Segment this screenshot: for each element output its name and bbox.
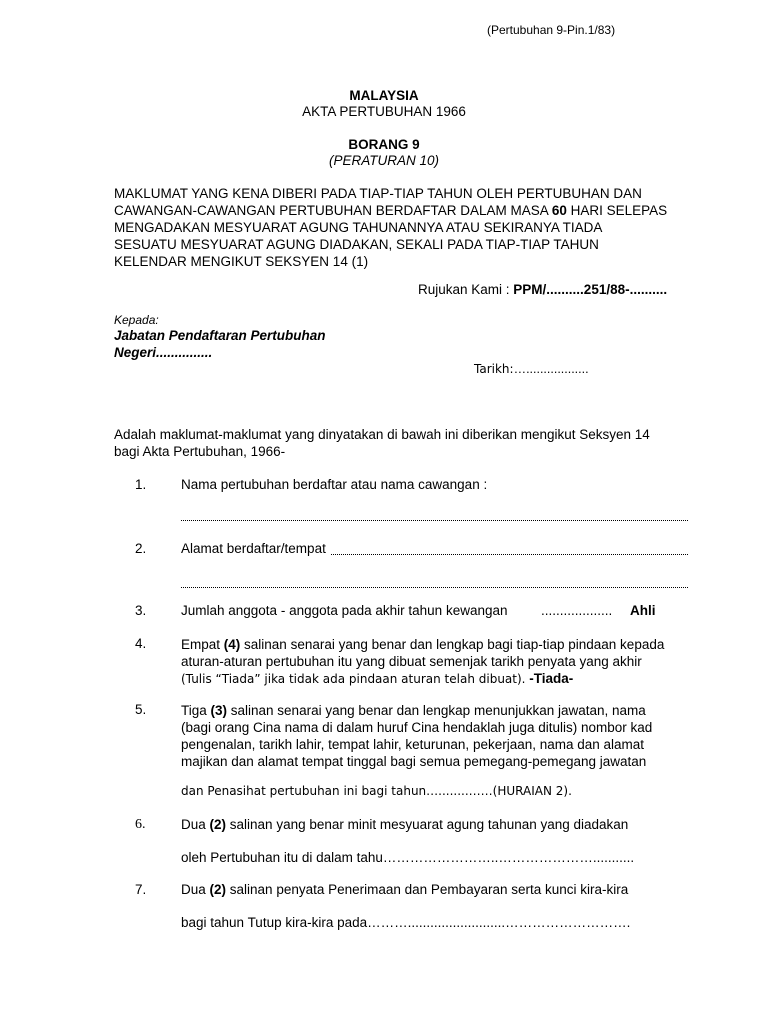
item-line: aturan-aturan pertubuhan itu yang dibuat semenjak tarikh penyata yang akhir bbox=[181, 654, 642, 669]
item-5-year-line: dan Penasihat pertubuhan ini bagi tahun…........……(HURAIAN 2). bbox=[181, 784, 572, 798]
item-line: majikan dan alamat tempat tinggal bagi semua pemegang-pemegang jawatan bbox=[181, 754, 647, 769]
preamble-line: bagi Akta Pertubuhan, 1966- bbox=[114, 444, 286, 459]
organization-name-field[interactable] bbox=[181, 520, 688, 521]
item-line: (bagi orang Cina nama di dalam huruf Cina hendaklah juga ditulis) nombor kad bbox=[181, 720, 653, 735]
intro-line: SESUATU MESYUARAT AGUNG DIADAKAN, SEKALI PADA TIAP-TIAP TAHUN bbox=[114, 237, 599, 252]
reference-line bbox=[418, 282, 667, 297]
reference-suffix-field[interactable]: .......... bbox=[629, 282, 668, 297]
address-field-line-2[interactable] bbox=[181, 587, 688, 588]
reference-label: Rujukan Kami : bbox=[418, 282, 514, 297]
intro-line: CAWANGAN-CAWANGAN PERTUBUHAN BERDAFTAR DALAM MASA 60 HARI SELEPAS bbox=[114, 203, 668, 218]
date-line bbox=[474, 362, 589, 376]
none-answer: -Tiada- bbox=[529, 671, 574, 686]
preamble-line: Adalah maklumat-maklumat yang dinyatakan di bawah ini diberikan mengikut Seksyen 14 bbox=[114, 427, 650, 442]
date-label: Tarikh: bbox=[474, 362, 514, 376]
address-field-line-1[interactable] bbox=[331, 554, 688, 555]
item-6-line-1: Dua (2) salinan yang benar minit mesyuarat agung tahunan yang diadakan bbox=[181, 817, 629, 832]
days-count: 60 bbox=[551, 203, 567, 218]
preamble bbox=[114, 426, 689, 460]
regulation-subtitle: (PERATURAN 10) bbox=[328, 153, 440, 168]
form-reference: (Pertubuhan 9-Pin.1/83) bbox=[487, 23, 616, 37]
department-name: Jabatan Pendaftaran Pertubuhan bbox=[114, 328, 326, 343]
to-label: Kepada: bbox=[114, 313, 159, 327]
country-heading: MALAYSIA bbox=[349, 88, 419, 103]
item-number: 6. bbox=[135, 817, 146, 832]
item-1-label: Nama pertubuhan berdaftar atau nama cawangan : bbox=[181, 477, 488, 492]
state-line bbox=[114, 345, 212, 360]
item-line: Empat (4) salinan senarai yang benar dan lengkap bagi tiap-tiap pindaan kepada bbox=[181, 637, 665, 652]
form-title: BORANG 9 bbox=[348, 137, 420, 152]
state-field[interactable]: ............... bbox=[156, 345, 213, 360]
state-label: Negeri bbox=[114, 345, 157, 360]
item-number: 4. bbox=[135, 636, 147, 651]
item-number: 7. bbox=[135, 882, 147, 897]
member-count-field[interactable]: ................... bbox=[541, 603, 613, 618]
item-line: pengenalan, tarikh lahir, tempat lahir, keturunan, pekerjaan, nama dan alamat bbox=[181, 737, 645, 752]
date-field[interactable]: ….................. bbox=[513, 362, 589, 376]
item-2-label: Alamat berdaftar/tempat bbox=[181, 541, 326, 556]
item-7-line-2: bagi tahun Tutup kira-kira pada………..........................………………………. bbox=[181, 915, 631, 930]
intro-line: MENGADAKAN MESYUARAT AGUNG TAHUNANNYA ATAU SEKIRANYA TIADA bbox=[114, 220, 603, 235]
reference-number: PPM/..........251/88- bbox=[513, 282, 630, 297]
item-number: 3. bbox=[135, 603, 147, 618]
intro-paragraph bbox=[114, 185, 689, 270]
item-line: (Tulis “Tiada” jika tidak ada pindaan aturan telah dibuat). -Tiada- bbox=[181, 671, 574, 686]
item-4-text bbox=[181, 636, 688, 688]
item-number: 1. bbox=[135, 477, 147, 492]
item-6-line-2: oleh Pertubuhan itu di dalam tahu……………………..…………………........... bbox=[181, 850, 635, 865]
item-number: 5. bbox=[135, 702, 147, 717]
intro-line: MAKLUMAT YANG KENA DIBERI PADA TIAP-TIAP TAHUN OLEH PERTUBUHAN DAN bbox=[114, 186, 642, 201]
item-5-text bbox=[181, 702, 688, 770]
item-3-label: Jumlah anggota - anggota pada akhir tahun kewangan bbox=[181, 603, 508, 618]
member-unit: Ahli bbox=[630, 603, 656, 618]
item-line: Tiga (3) salinan senarai yang benar dan lengkap menunjukkan jawatan, nama bbox=[181, 703, 646, 718]
act-heading: AKTA PERTUBUHAN 1966 bbox=[302, 104, 466, 119]
intro-line: KELENDAR MENGIKUT SEKSYEN 14 (1) bbox=[114, 254, 369, 269]
item-7-line-1: Dua (2) salinan penyata Penerimaan dan Pembayaran serta kunci kira-kira bbox=[181, 882, 629, 897]
item-number: 2. bbox=[135, 541, 147, 556]
